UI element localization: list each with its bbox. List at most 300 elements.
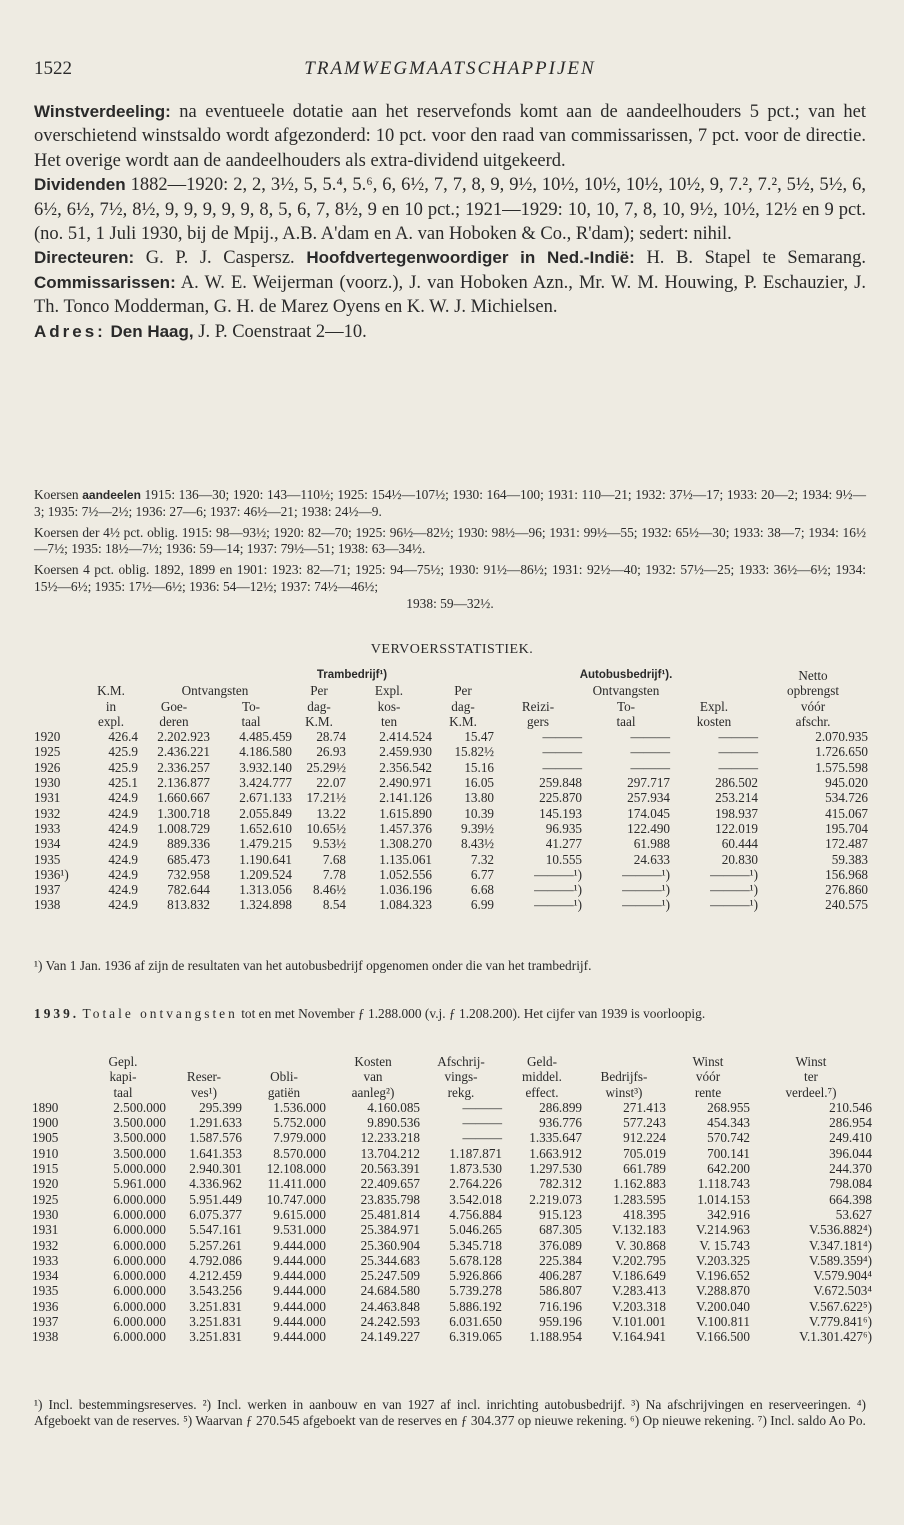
table-cell: 276.860 <box>825 882 868 898</box>
winstverdeeling-text: na eventueele dotatie aan het reservefonds komt aan de aandeelhouders 5 pct.; van het overschietend winstsaldo wordt afgezonderd: 10 pct. voor den raad van commissarissen, 7 pct. voor de directie. Het overige wordt aan de aandeelhouders als extra-dividend uitgekeerd. <box>34 102 866 171</box>
row-year: 1932 <box>32 1237 59 1253</box>
auto-expl-header-1: Expl. <box>699 698 729 714</box>
table-cell: 3.424.777 <box>239 775 292 791</box>
table-cell: 912.224 <box>623 1130 666 1146</box>
netto-header-4: afschr. <box>795 713 831 729</box>
table-cell: 2.459.930 <box>379 744 432 760</box>
table-cell: 9.890.536 <box>367 1115 420 1131</box>
table-cell: 705.019 <box>623 1145 666 1161</box>
table-cell: 3.543.256 <box>189 1283 242 1299</box>
column-header <box>242 1054 326 1069</box>
column-header: Obli- <box>270 1069 298 1085</box>
table-cell: 20.830 <box>721 851 758 867</box>
expl-header-1: Expl. <box>374 683 404 699</box>
table-cell: 732.958 <box>167 866 210 882</box>
table-cell: ——— <box>630 744 670 760</box>
table-cell: 425.9 <box>108 744 138 760</box>
table-cell: 6.000.000 <box>113 1191 166 1207</box>
table-cell: 577.243 <box>623 1115 666 1131</box>
table-cell: V.196.652 <box>696 1268 750 1284</box>
table-cell: 25.344.683 <box>360 1252 420 1268</box>
row-year: 1890 <box>32 1099 59 1115</box>
table-cell: ——— <box>542 744 582 760</box>
table-cell: 9.444.000 <box>273 1283 326 1299</box>
table-cell: 286.954 <box>829 1115 872 1131</box>
column-header: van <box>363 1069 383 1085</box>
balans-row <box>32 1161 872 1176</box>
goederen-header-2: deren <box>159 713 189 729</box>
table-cell: 1.008.729 <box>157 820 210 836</box>
column-header: ter <box>804 1069 818 1085</box>
table-cell: 8.54 <box>322 897 346 913</box>
table-cell: V.100.811 <box>696 1314 750 1330</box>
table-cell: 268.955 <box>707 1099 750 1115</box>
table-cell: 24.633 <box>633 851 670 867</box>
table-cell: 244.370 <box>829 1161 872 1177</box>
row-year: 1936¹) <box>34 866 69 882</box>
table-cell: 1.084.323 <box>379 897 432 913</box>
table-cell: 1.615.890 <box>379 805 432 821</box>
row-year: 1905 <box>32 1130 59 1146</box>
table-cell: 915.123 <box>539 1206 582 1222</box>
table-cell: 15.82½ <box>454 744 494 760</box>
vervoer-row <box>34 852 868 867</box>
table-cell: 1.135.061 <box>379 851 432 867</box>
table-cell: ——— <box>542 729 582 745</box>
row-year: 1915 <box>32 1161 59 1177</box>
table-cell: 376.089 <box>539 1237 582 1253</box>
company-info <box>34 100 866 344</box>
table-cell: 198.937 <box>715 805 758 821</box>
table-cell: 424.9 <box>108 851 138 867</box>
table-cell: 2.436.221 <box>157 744 210 760</box>
auto-expl-header-2: kosten <box>696 713 732 729</box>
table-cell: 10.747.000 <box>266 1191 326 1207</box>
table-cell: ——— <box>462 1115 502 1131</box>
table-cell: 24.242.593 <box>360 1314 420 1330</box>
table-cell: 2.764.226 <box>449 1176 502 1192</box>
table-cell: 5.257.261 <box>189 1237 242 1253</box>
table-cell: 4.212.459 <box>189 1268 242 1284</box>
totale-year: 1939. <box>34 1006 80 1021</box>
table-cell: 2.055.849 <box>239 805 292 821</box>
table-cell: 11.411.000 <box>267 1176 326 1192</box>
table-cell: 889.336 <box>167 836 210 852</box>
table-cell: 12.233.218 <box>360 1130 420 1146</box>
column-header <box>166 1054 242 1069</box>
table-cell: 342.916 <box>707 1206 750 1222</box>
table-cell: 396.044 <box>829 1145 872 1161</box>
page-header <box>34 58 866 88</box>
table-cell: 4.756.884 <box>449 1206 502 1222</box>
table-cell: 225.384 <box>539 1252 582 1268</box>
table-cell: V.779.841⁶) <box>809 1314 872 1330</box>
vervoer-row <box>34 744 868 759</box>
table-cell: 3.932.140 <box>239 759 292 775</box>
row-year: 1937 <box>32 1314 59 1330</box>
table-cell: 1.190.641 <box>239 851 292 867</box>
auto-totaal-header-2: taal <box>616 713 636 729</box>
column-header: kapi- <box>109 1069 137 1085</box>
table-cell: 454.343 <box>707 1115 750 1131</box>
table-cell: 6.000.000 <box>113 1237 166 1253</box>
table-cell: 3.251.831 <box>189 1314 242 1330</box>
table-cell: V.166.500 <box>696 1329 750 1345</box>
row-year: 1936 <box>32 1298 59 1314</box>
row-year: 1938 <box>32 1329 59 1345</box>
table-cell: 5.739.278 <box>449 1283 502 1299</box>
column-header: Reser- <box>186 1069 222 1085</box>
table-cell: 3.251.831 <box>189 1298 242 1314</box>
table-cell: ———¹) <box>622 866 670 882</box>
row-year: 1900 <box>32 1115 59 1131</box>
adres-street: J. P. Coenstraat 2—10. <box>198 321 367 342</box>
column-header: winst³) <box>605 1084 643 1100</box>
table-cell: 122.019 <box>715 820 758 836</box>
table-cell: 249.410 <box>829 1130 872 1146</box>
table-cell: 295.399 <box>199 1099 242 1115</box>
row-year: 1925 <box>32 1191 59 1207</box>
vervoer-row <box>34 836 868 851</box>
vervoer-row <box>34 760 868 775</box>
table-cell: 425.1 <box>108 775 138 791</box>
commissarissen-label: Commissarissen: <box>34 272 176 292</box>
table-cell: 687.305 <box>539 1222 582 1238</box>
table-cell: 936.776 <box>539 1115 582 1131</box>
table-cell: ——— <box>718 759 758 775</box>
row-year: 1933 <box>32 1252 59 1268</box>
vervoer-row <box>34 897 868 912</box>
table-cell: 10.39 <box>464 805 494 821</box>
totaal-header-2: taal <box>241 713 261 729</box>
row-year: 1930 <box>34 775 61 791</box>
per-header-3: K.M. <box>305 713 333 729</box>
column-header: vóór <box>695 1069 721 1085</box>
table-cell: ——— <box>462 1130 502 1146</box>
balans-row <box>32 1192 872 1207</box>
table-cell: 3.500.000 <box>113 1115 166 1131</box>
reizigers-header-2: gers <box>527 713 549 729</box>
column-header <box>582 1054 666 1069</box>
table-cell: 661.789 <box>623 1161 666 1177</box>
table-cell: 5.000.000 <box>113 1161 166 1177</box>
netto-header-3: vóór <box>800 698 826 714</box>
winstverdeeling-label: Winstverdeeling: <box>34 102 171 121</box>
balans-body <box>32 1100 872 1345</box>
column-header: Afschrij- <box>437 1054 485 1069</box>
balans-row <box>32 1283 872 1298</box>
table-cell: 5.752.000 <box>273 1115 326 1131</box>
column-header: Winst <box>795 1054 827 1069</box>
table-cell: 156.968 <box>825 866 868 882</box>
directeuren-text: G. P. J. Caspersz. <box>145 248 295 269</box>
per-header-1: Per <box>310 683 328 699</box>
table-cell: ———¹) <box>622 897 670 913</box>
vervoer-header-row-2 <box>34 683 868 698</box>
table-cell: 25.360.904 <box>360 1237 420 1253</box>
table-cell: ———¹) <box>534 882 582 898</box>
table-cell: 1.726.650 <box>815 744 868 760</box>
table-cell: 13.22 <box>316 805 346 821</box>
table-cell: 2.490.971 <box>379 775 432 791</box>
table-cell: 61.988 <box>633 836 670 852</box>
vervoer-body <box>34 729 868 913</box>
per2-header-1: Per <box>454 683 472 699</box>
table-cell: 4.336.962 <box>189 1176 242 1192</box>
table-cell: 5.678.128 <box>449 1252 502 1268</box>
table-cell: 195.704 <box>825 820 868 836</box>
table-cell: 1.187.871 <box>449 1145 502 1161</box>
table-cell: ———¹) <box>534 866 582 882</box>
table-cell: ——— <box>630 759 670 775</box>
table-cell: V.214.963 <box>696 1222 750 1238</box>
table-cell: 5.046.265 <box>449 1222 502 1238</box>
table-cell: 1.457.376 <box>379 820 432 836</box>
table-cell: 8.43½ <box>461 836 494 852</box>
table-cell: 13.704.212 <box>360 1145 420 1161</box>
vervoer-row <box>34 729 868 744</box>
row-year: 1930 <box>32 1206 59 1222</box>
table-cell: 9.444.000 <box>273 1314 326 1330</box>
table-cell: 9.444.000 <box>273 1237 326 1253</box>
vervoer-row <box>34 821 868 836</box>
table-cell: 17.21½ <box>306 790 346 806</box>
vervoer-row <box>34 867 868 882</box>
table-cell: 3.542.018 <box>449 1191 502 1207</box>
table-cell: 426.4 <box>108 729 138 745</box>
trambedrijf-group: Trambedrijf¹) <box>316 669 388 681</box>
table-cell: 6.000.000 <box>113 1222 166 1238</box>
balans-row <box>32 1115 872 1130</box>
table-cell: 22.07 <box>316 775 346 791</box>
goederen-header-1: Goe- <box>160 698 188 714</box>
balans-row <box>32 1238 872 1253</box>
table-cell: 6.68 <box>470 882 494 898</box>
autobusbedrijf-group: Autobusbedrijf¹). <box>579 669 673 681</box>
table-cell: 642.200 <box>707 1161 750 1177</box>
table-cell: 1.297.530 <box>529 1161 582 1177</box>
table-cell: 534.726 <box>825 790 868 806</box>
table-cell: 271.413 <box>623 1099 666 1115</box>
balans-footnotes: ¹) Incl. bestemmingsreserves. ²) Incl. werken in aanbouw en van 1927 af incl. inrichting autobusbedrijf. ³) Na afschrijvingen en reserveeringen. ⁴) Afgeboekt van de reserves. ⁵) Waarvan ƒ 270.545 afgeboekt van de reserves en ƒ 304.377 op nieuwe rekening. ⁶) Op nieuwe rekening. ⁷) Incl. saldo Ao Po. <box>34 1397 866 1428</box>
table-cell: 1.324.898 <box>239 897 292 913</box>
koersen-aandeelen <box>34 487 866 521</box>
table-cell: 1.660.667 <box>157 790 210 806</box>
table-cell: 945.020 <box>825 775 868 791</box>
table-cell: V.200.040 <box>696 1298 750 1314</box>
column-header: taal <box>113 1084 133 1100</box>
table-cell: 25.481.814 <box>360 1206 420 1222</box>
table-cell: 15.47 <box>464 729 494 745</box>
row-year: 1937 <box>34 882 61 898</box>
table-cell: 28.74 <box>316 729 346 745</box>
table-cell: 5.961.000 <box>113 1176 166 1192</box>
table-cell: V.567.622⁵) <box>809 1298 872 1314</box>
table-cell: ——— <box>718 744 758 760</box>
table-cell: ——— <box>462 1099 502 1115</box>
row-year: 1926 <box>34 759 61 775</box>
table-cell: ———¹) <box>710 866 758 882</box>
balans-row <box>32 1146 872 1161</box>
balans-row <box>32 1299 872 1314</box>
table-cell: 23.835.798 <box>360 1191 420 1207</box>
table-cell: 8.46½ <box>313 882 346 898</box>
ontvangsten-header: Ontvangsten <box>181 683 249 699</box>
column-header: Gepl. <box>108 1054 138 1069</box>
table-cell: ———¹) <box>710 897 758 913</box>
table-cell: ———¹) <box>534 897 582 913</box>
table-cell: 286.899 <box>539 1099 582 1115</box>
table-cell: 7.979.000 <box>273 1130 326 1146</box>
table-cell: 1.162.883 <box>613 1176 666 1192</box>
table-cell: 6.075.377 <box>189 1206 242 1222</box>
table-cell: 685.473 <box>167 851 210 867</box>
table-cell: V.186.649 <box>612 1268 666 1284</box>
table-cell: 25.384.971 <box>360 1222 420 1238</box>
table-cell: 6.000.000 <box>113 1206 166 1222</box>
table-cell: 2.500.000 <box>113 1099 166 1115</box>
table-cell: 424.9 <box>108 805 138 821</box>
table-cell: V.347.181⁴) <box>809 1237 872 1253</box>
per2-header-3: K.M. <box>449 713 477 729</box>
row-year: 1935 <box>32 1283 59 1299</box>
vervoer-row <box>34 775 868 790</box>
table-cell: 1.479.215 <box>239 836 292 852</box>
table-cell: ——— <box>718 729 758 745</box>
vervoer-row <box>34 806 868 821</box>
vervoer-footnote: ¹) Van 1 Jan. 1936 af zijn de resultaten van het autobusbedrijf opgenomen onder die van het trambedrijf. <box>34 958 592 973</box>
row-year: 1934 <box>32 1268 59 1284</box>
table-cell: 24.149.227 <box>360 1329 420 1345</box>
table-cell: V.579.904⁴ <box>813 1268 872 1284</box>
koersen-section <box>34 487 866 617</box>
table-cell: V.203.318 <box>612 1298 666 1314</box>
table-cell: 1.641.353 <box>189 1145 242 1161</box>
table-cell: 25.247.509 <box>360 1268 420 1284</box>
table-cell: 26.93 <box>316 744 346 760</box>
table-cell: 5.886.192 <box>449 1298 502 1314</box>
table-cell: 6.000.000 <box>113 1283 166 1299</box>
table-cell: 1.188.954 <box>529 1329 582 1345</box>
balans-header-row <box>32 1054 872 1069</box>
km-header-3: expl. <box>97 713 124 729</box>
commissarissen-text: A. W. E. Weijerman (voorz.), J. van Hoboken Azn., Mr. W. M. Houwing, P. Eschauzier, J. Th. Tonco Modderman, G. H. de Marez Oyens en K. W. J. Michielsen. <box>34 272 866 318</box>
table-cell: 664.398 <box>829 1191 872 1207</box>
table-cell: 1.335.647 <box>529 1130 582 1146</box>
table-cell: 96.935 <box>545 820 582 836</box>
bestuur-paragraph <box>34 246 866 319</box>
table-cell: 8.570.000 <box>273 1145 326 1161</box>
column-header: Geld- <box>526 1054 558 1069</box>
table-cell: ———¹) <box>622 882 670 898</box>
table-cell: 415.067 <box>825 805 868 821</box>
koersen-prefix: Koersen <box>34 487 79 502</box>
vervoer-row <box>34 882 868 897</box>
netto-header-2: opbrengst <box>786 683 839 699</box>
table-cell: 3.500.000 <box>113 1145 166 1161</box>
per-header-2: dag- <box>307 698 331 714</box>
table-cell: 5.547.161 <box>189 1222 242 1238</box>
table-cell: 10.65½ <box>306 820 346 836</box>
vervoer-header-row-1 <box>34 668 868 683</box>
table-cell: 6.99 <box>470 897 494 913</box>
table-cell: 9.39½ <box>461 820 494 836</box>
column-header: gatiën <box>267 1084 301 1100</box>
table-cell: 1.036.196 <box>379 882 432 898</box>
table-cell: 4.485.459 <box>239 729 292 745</box>
netto-header-1: Netto <box>798 668 828 683</box>
table-cell: 225.870 <box>539 790 582 806</box>
table-cell: 959.196 <box>539 1314 582 1330</box>
table-cell: 41.277 <box>545 836 582 852</box>
expl-header-3: ten <box>380 713 398 729</box>
dividenden-text: 1882—1920: 2, 2, 3½, 5, 5.⁴, 5.⁶, 6, 6½, 7, 7, 8, 9, 9½, 10½, 10½, 10½, 10½, 9, 7.², 7.², 5½, 5½, 6, 6½, 6½, 7½, 8½, 9, 9, 9, 9, 9, 8, 5, 6, 7, 8½, 9 en 10 pct.; 1921—1929: 10, 10, 7, 8, 10, 9½, 10½, 12½ en 9 pct. (no. 51, 1 Juli 1930, bij de Mpij., A.B. A'dam en A. van Hoboken & Co., R'dam); sedert: nihil. <box>34 175 866 245</box>
row-year: 1925 <box>34 744 61 760</box>
table-cell: 3.251.831 <box>189 1329 242 1345</box>
hoofdvertegenwoordiger-text: H. B. Stapel te Semarang. <box>646 248 867 269</box>
table-cell: 7.78 <box>322 866 346 882</box>
table-cell: 297.717 <box>627 775 670 791</box>
row-year: 1934 <box>34 836 61 852</box>
table-cell: 240.575 <box>825 897 868 913</box>
table-cell: 9.531.000 <box>273 1222 326 1238</box>
dividenden-paragraph <box>34 173 866 246</box>
table-cell: 22.409.657 <box>360 1176 420 1192</box>
table-cell: 6.031.650 <box>449 1314 502 1330</box>
table-cell: 425.9 <box>108 759 138 775</box>
table-cell: 16.05 <box>464 775 494 791</box>
table-cell: ——— <box>542 759 582 775</box>
row-year: 1931 <box>32 1222 59 1238</box>
column-header: aanleg²) <box>351 1084 395 1100</box>
column-header: ves¹) <box>191 1084 217 1100</box>
table-cell: 4.792.086 <box>189 1252 242 1268</box>
table-cell: 210.546 <box>829 1099 872 1115</box>
table-cell: 4.160.085 <box>367 1099 420 1115</box>
table-cell: 5.345.718 <box>449 1237 502 1253</box>
table-cell: 9.53½ <box>313 836 346 852</box>
table-cell: 4.186.580 <box>239 744 292 760</box>
table-cell: 1.575.598 <box>815 759 868 775</box>
table-cell: 700.141 <box>707 1145 750 1161</box>
winstverdeeling-paragraph <box>34 100 866 173</box>
table-cell: 1.300.718 <box>157 805 210 821</box>
balans-header-row <box>32 1069 872 1084</box>
table-cell: 6.000.000 <box>113 1298 166 1314</box>
koersen-aandeelen-text: 1915: 136—30; 1920: 143—110½; 1925: 154½—107½; 1930: 164—100; 1931: 110—21; 1932: 37½—17; 1933: 20—2; 1934: 9½—3; 1935: 7½—2½; 1936: 27—6; 1937: 46½—21; 1938: 24½—9. <box>34 487 866 519</box>
row-year: 1920 <box>32 1176 59 1192</box>
table-cell: 2.202.923 <box>157 729 210 745</box>
table-cell: 20.563.391 <box>360 1161 420 1177</box>
table-cell: 6.000.000 <box>113 1252 166 1268</box>
table-cell: 1.313.056 <box>239 882 292 898</box>
table-cell: V.672.503⁴ <box>813 1283 872 1299</box>
table-cell: 9.444.000 <box>273 1268 326 1284</box>
balans-row <box>32 1100 872 1115</box>
table-cell: 172.487 <box>825 836 868 852</box>
hoofdvertegenwoordiger-label: Hoofdvertegenwoordiger in Ned.-Indië: <box>306 248 635 268</box>
table-cell: 2.414.524 <box>379 729 432 745</box>
table-cell: V.536.882⁴) <box>809 1222 872 1238</box>
table-cell: 1.536.000 <box>273 1099 326 1115</box>
table-cell: 5.926.866 <box>449 1268 502 1284</box>
vervoer-header-row-4 <box>34 714 868 729</box>
km-header-2: in <box>105 698 117 714</box>
table-cell: 586.807 <box>539 1283 582 1299</box>
column-header: Winst <box>692 1054 724 1069</box>
table-cell: 6.77 <box>470 866 494 882</box>
table-cell: 25.29½ <box>306 759 346 775</box>
